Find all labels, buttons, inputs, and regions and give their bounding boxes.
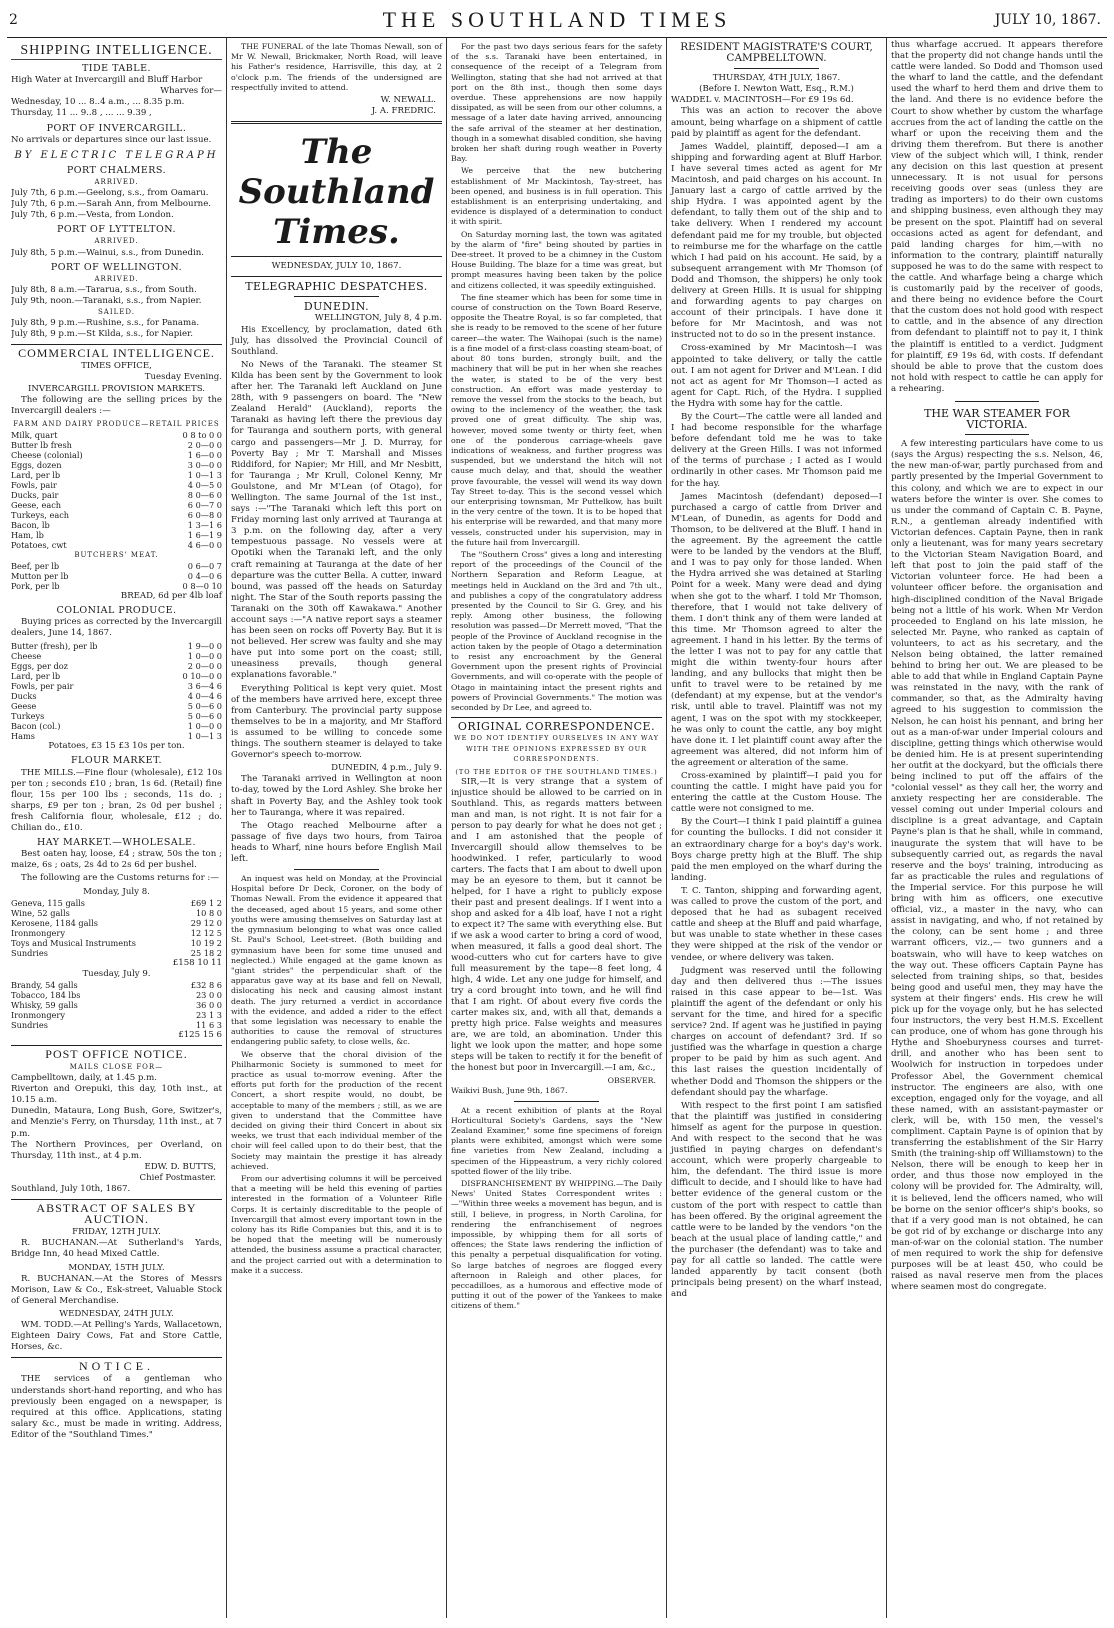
to-editor: (TO THE EDITOR OF THE SOUTHLAND TIMES.) xyxy=(455,768,658,777)
item-price: 12 12 5 xyxy=(190,927,222,938)
item-name: Butter (fresh), per lb xyxy=(11,641,98,652)
column-2 xyxy=(227,38,447,1618)
item-price: 1 6—0 0 xyxy=(187,449,222,460)
column-4 xyxy=(667,38,887,1618)
dateline: DUNEDIN, 4 p.m., July 9. xyxy=(331,763,442,774)
item-name: Potatoes, cwt xyxy=(11,539,67,550)
issue-date: JULY 10, 1867. xyxy=(994,12,1101,28)
price-row xyxy=(11,1000,222,1010)
dateline: WELLINGTON, July 8, 4 p.m. xyxy=(314,313,442,324)
court-heading: CAMPBELLTOWN. xyxy=(726,52,827,65)
letter-signature: OBSERVER. xyxy=(607,1076,656,1086)
auction-day: FRIDAY, 12TH JULY. xyxy=(72,1227,161,1238)
item-price: £69 1 2 xyxy=(190,897,222,908)
post-date: Southland, July 10th, 1867. xyxy=(11,1184,131,1194)
price-row xyxy=(11,440,222,450)
item-price: 29 12 0 xyxy=(190,917,222,928)
colonial-price-table xyxy=(11,641,222,741)
price-row xyxy=(11,490,222,500)
item-name: Wine, 52 galls xyxy=(11,907,70,918)
price-row xyxy=(11,500,222,510)
price-row xyxy=(11,948,222,958)
item-price: 0 10—0 0 xyxy=(182,671,222,682)
funeral-notice: THE FUNERAL of the late Thomas Newall, son of Mr W. Newall, Brickmaker, North Road, will leave his Father's residence, Harrisville, this day, at 2 o'clock p.m. The friends of the undersigned are respectfully invited to attend. xyxy=(231,42,442,92)
item-name: Lard, per lb xyxy=(11,671,61,682)
paper-title: The Southland Times. xyxy=(238,132,435,253)
item-price: 1 6—1 9 xyxy=(187,529,222,540)
meat-price-table xyxy=(11,561,222,591)
tide-line: Thursday, 11 ... 9..8 , ... ... 9.39 , xyxy=(11,108,152,119)
flour-heading: FLOUR MARKET. xyxy=(70,755,163,767)
customs-intro: The following are the Customs returns for :— xyxy=(21,873,219,884)
price-row xyxy=(11,691,222,701)
item-name: Pork, per lb xyxy=(11,581,60,591)
post-line: The Northern Provinces, per Overland, on Thursday, 11th inst., at 4 p.m. xyxy=(11,1139,222,1161)
price-row xyxy=(11,938,222,948)
ship-line: July 9th, noon.—Taranaki, s.s., from Napier. xyxy=(11,295,202,306)
divider xyxy=(231,121,442,124)
page-header xyxy=(7,3,1107,38)
article-paragraph: For the past two days serious fears for the safety of the s.s. Taranaki have been entertained, in consequence of the receipt of a Telegram from Wellington, stating that she had not arrived at that port on the 8th inst., though then some days overdue. These apprehensions are now happily dissipated, as will be seen from our other columns, a message of a later date having arrived, announcing the safe arrival of the steamer at her destination, though in a somewhat disabled condition, she having broken her shaft during rough weather in Poverty Bay. xyxy=(451,42,662,164)
war-steamer-heading: THE WAR STEAMER FOR xyxy=(924,407,1070,420)
notice-text: THE services of a gentleman who understands short-hand reporting, and who has previously been engaged on a newspaper, is required at this office. Applications, stating salary &c., must be made in writing. Address, Editor of the "Southland Times." xyxy=(11,1374,222,1440)
item-name: Sundries xyxy=(11,947,48,958)
ship-line: July 7th, 6 p.m.—Geelong, s.s., from Oamaru. xyxy=(11,188,209,199)
item-price: 10 8 0 xyxy=(195,907,222,918)
port-text: No arrivals or departures since our last issue. xyxy=(11,134,212,145)
customs-total: £158 10 11 xyxy=(172,957,222,968)
item-name: Ducks xyxy=(11,691,37,702)
article-paragraph: A few interesting particulars have come to us (says the Argus) respecting the s.s. Nelson, 46, the new man-of-war, partly purchased from and partly presented by the Imperial Government to this colony, and which we are to expect in our waters before the winter is over. She comes to us under the command of Captain C. B. Payne, R.N., a gentleman already indentified with Victorian defences. Captain Payne, then in rank only a lieutenant, was for many years secretary to the Victorian Steam Navigation Board, and left that post to join the paid staff of the Victorian volunteer force. He had been a volunteer officer before. the organisation and high-disciplined condition of the Naval Brigade being not a little of his work. When Mr Verdon proceeded to England on his late mission, he selected Mr. Payne, who ranked as captain of volunteers, to act as his secretary, and the Nelson being obtained, the latter remained behind to bring her out. We are pleased to be able to add that while in England Captain Payne was reinstated in the navy, with the rank of commander, so that, as the Admiralty having agreed to his suggestion to commission the Nelson, he can hoist his pennant, and bring her out as a man-of-war under Imperial colours and discipline, getting things which otherwise would be denied him. He is at present superintending her outfit at the dockyard, but the officials there being inclined to put off the affairs of the "colonial vessel" as they call her, the worry and anxiety respecting her are considerable. The vessel coming out under Imperial colours and discipline is a great advantage, and Captain Payne's plan is that he shall, while in command, inaugurate the system that will have to be subsequently carried out, as regards the naval reserve and the boys' training, introducing as far as practicable the rules and regulations of the Imperial service. For this purpose he will bring with him as officers, one executive official, viz., a master in the navy, who can assist in navigating, and who, if not retained by the colony, can be sent home ; and three warrant officers, viz.,— two gunners and a boatswain, who will have to keep watches on the way out. These officers Captain Payne has selected from training ships, so that, besides being good and useful men, they may have the system at their fingers' ends. His crew he will pick up for the voyage only, but he has selected four instructors, the very best H.M.S. Excellent can produce, one of whom has gone through his Hythe and Shoeburyness courses and turret-drill, and another who has been sent to Woolwich for instruction in torpedoes under Professor Abel, the Government chemical instructor. The engineers are also, with one exception, engaged only for the voyage, and all these named, with an assistant-paymaster or clerk, will be, with 150 men, the vessel's compliment. Captain Payne is of opinion that by transferring the establishment of the Sir Harry Smith (the training-ship off Williamstown) to the Nelson, there will be enough to keep her in order, and thus those now employed in the colony will be provided for. The Admiralty, will, it is believed, lend the officers named, who will be borne on the senior officer's ship's books, so that if a very good man is not obtained, he can be got rid of by exchange or discharge into any man-of-war on the colonial station. The number of men required to work the ship for defensive purposes will be at least 450, who could be raised as naval reserve men from the places where seamen most do congregate. xyxy=(891,439,1103,1293)
article-paragraph: An inquest was held on Monday, at the Provincial Hospital before Dr Deck, Coroner, on the body of Thomas Newall. From the evidence it appeared that the deceased, aged about 15 years, and some other youths were amusing themselves on Saturday last at the gymnasium belonging to what was once called St. Paul's School, Leet-street. (Both building and gymnasium have been for some time unused and neglected.) While engaged at the game known as "giant strides" the perpendicular shaft of the apparatus gave way at its base and fell on Newall, dislocating his neck and causing almost instant death. The jury returned a verdict in accordance with the evidence, and added a rider to the effect that some legislation was necessary to enable the authorities to cause the removal of structures endangering public safety, to close wells, &c. xyxy=(231,874,442,1047)
item-price: 23 1 3 xyxy=(195,1009,222,1020)
divider xyxy=(955,401,1040,402)
tide-line: High Water at Invercargill and Bluff Harbor xyxy=(11,75,203,86)
price-row xyxy=(11,450,222,460)
item-name: Milk, quart xyxy=(11,429,58,440)
price-row xyxy=(11,510,222,520)
auction-text: WM. TODD.—At Pelling's Yards, Wallacetown, Eighteen Dairy Cows, Fat and Store Cattle, Horses, &c. xyxy=(11,1320,222,1353)
telegraph-heading: BY ELECTRIC TELEGRAPH xyxy=(14,149,219,161)
article-paragraph: Everything Political is kept very quiet. Most of the members have arrived here, except three from Canterbury. The provincial party suppose themselves to be in a majority, and Mr Stafford is assumed to be willing to concede some things. The southern steamer is delayed to take Governor's speech to-morrow. xyxy=(231,683,442,761)
price-row xyxy=(11,540,222,550)
price-row xyxy=(11,1020,222,1030)
price-row xyxy=(11,990,222,1000)
item-price: £32 8 6 xyxy=(190,979,222,990)
item-price: 8 0—6 0 xyxy=(187,489,222,500)
price-row xyxy=(11,898,222,908)
item-name: Fowls, per pair xyxy=(11,681,74,692)
court-heading: RESIDENT MAGISTRATE'S COURT, xyxy=(680,41,873,53)
potatoes-line: Potatoes, £3 15 £3 10s per ton. xyxy=(48,741,185,752)
article-paragraph: We perceive that the new butchering establishment of Mr Mackintosh, Tay-street, has been opened, and business is in full operation. This establishment is an enterprising undertaking, and evidence is displayed of a determination to conduct it with spirit. xyxy=(451,166,662,227)
court-paragraph: With respect to the first point I am satisfied that the plaintiff was justified in considering himself as agent for the purpose in question. And with respect to the second that he was justified in paying charges on defendant's account, which were properly chargeable to him, the defendant. The third issue is more difficult to decide, and I should like to have had better evidence of the general custom or the custom of the port with respect to cattle than has been offered. By the original agreement the cattle were to be landed by the vendors "on the beach at the usual place of landing cattle," and the purchaser (the defendant) was to take and pay for all cattle so landed. The cattle were landed apparently by tacit consent (both principals being present) on the wharf instead, and xyxy=(671,1100,882,1300)
item-price: 6 0—8 0 xyxy=(187,509,222,520)
ship-line: July 8th, 9 p.m.—St Kilda, s.s., for Napier. xyxy=(11,329,194,340)
column-3 xyxy=(447,38,667,1618)
customs-day: Monday, July 8. xyxy=(83,886,150,897)
item-name: Ducks, pair xyxy=(11,489,59,500)
price-row xyxy=(11,581,222,591)
item-name: Butter lb fresh xyxy=(11,439,72,450)
item-price: 1 0—0 0 xyxy=(187,651,222,662)
item-name: Tobacco, 184 lbs xyxy=(11,989,81,1000)
markets-intro: The following are the selling prices by the Invercargill dealers :— xyxy=(11,394,222,416)
post-line: Dunedin, Mataura, Long Bush, Gore, Switzer's, and Menzie's Ferry, on Thursday, 11th inst., at 7 p.m. xyxy=(11,1106,222,1139)
article-paragraph: DISFRANCHISEMENT BY WHIPPING.—The Daily News' United States Correspondent writes :—"Within three weeks a movement has begun, and is still, I believe, in progress, in North Carolina, for rendering the enfranchisement of negroes impossible, by whipping them for all sorts of offences; the State laws rendering the infliction of this penalty a perpetual disqualification for voting. So large batches of negroes are flogged every afternoon in Raleigh and other places, for peccadilloes, as a humorous and effective mode of putting it out of the power of the Yankees to make citizens of them." xyxy=(451,1179,662,1311)
butchers-heading: BUTCHERS' MEAT. xyxy=(74,550,159,559)
auction-text: R. BUCHANAN.—At the Stores of Messrs Morison, Law & Co., Esk-street, Valuable Stock of General Merchandise. xyxy=(11,1273,222,1306)
price-row xyxy=(11,731,222,741)
item-name: Sundries xyxy=(11,1019,48,1030)
sailed-label: SAILED. xyxy=(98,307,135,316)
item-name: Lard, per lb xyxy=(11,469,61,480)
item-price: 1 0—0 0 xyxy=(187,721,222,732)
item-name: Turkeys, each xyxy=(11,509,70,520)
price-row xyxy=(11,1010,222,1020)
tide-title: TIDE TABLE. xyxy=(81,63,152,75)
price-row xyxy=(11,460,222,470)
item-price: 36 0 0 xyxy=(195,999,222,1010)
item-price: 4 6—0 0 xyxy=(187,539,222,550)
price-row xyxy=(11,520,222,530)
item-price: 3 0—0 0 xyxy=(187,459,222,470)
item-name: Brandy, 54 galls xyxy=(11,979,78,990)
price-row xyxy=(11,530,222,540)
court-paragraph: Judgment was reserved until the following day and then delivered thus :—The issues raised in this case appear to be—1st. Was plaintiff the agent of the defendant or only his servant for the time, and hired for a specific service? 2nd. If agent was he justified in paying charges on account of defendant? 3rd. If so justified was the wharfage in question a charge proper to be paid by him as such agent. And this last raises the question incidentally of whether Dodd and Thomson the shippers or the defendant should pay the wharfage. xyxy=(671,965,882,1098)
item-price: 0 8—0 10 xyxy=(182,581,222,591)
article-paragraph: The "Southern Cross" gives a long and interesting report of the proceedings of the Council of the Northern Separation and Reform League, at meetings held in Auckland on the 3rd and 7th ult., and publishes a copy of the congratulatory address presented by the Council to Sir G. Grey, and his reply. Among other business, the following resolution was passed—Dr Merrett moved, "That the people of the Province of Auckland recognise in the action taken by the people of Otago a determination to resist any encroachment by the General Government upon the present rights of Provincial Governments, and will co-operate with the people of Otago in maintaining intact the present rights and powers of Provincial Governments." The motion was seconded by Dr Lee, and agreed to. xyxy=(451,549,662,712)
item-price: 0 8 to 0 0 xyxy=(182,429,222,440)
item-price: 23 0 0 xyxy=(195,989,222,1000)
customs-day: Tuesday, July 9. xyxy=(82,968,151,979)
hay-text: Best oaten hay, loose, £4 ; straw, 50s the ton ; maize, 6s ; oats, 2s 4d to 2s 6d per bushel. xyxy=(11,849,222,871)
price-row xyxy=(11,430,222,440)
office-line: TIMES OFFICE, xyxy=(81,361,152,372)
item-name: Hams xyxy=(11,731,35,742)
item-price: 1 0—1 3 xyxy=(187,731,222,742)
item-name: Cheese (colonial) xyxy=(11,449,83,460)
letter-location: Waikivi Bush, June 9th, 1867. xyxy=(451,1086,568,1096)
court-paragraph: Cross-examined by plaintiff—I paid you for counting the cattle. I might have paid you for entering the cattle at the Custom House. The cattle were not consigned to me. xyxy=(671,771,882,815)
item-price: 1 9—0 0 xyxy=(187,641,222,652)
auction-text: R. BUCHANAN.—At Sutherland's Yards, Bridge Inn, 40 head Mixed Cattle. xyxy=(11,1238,222,1260)
court-before: (Before I. Newton Watt, Esq., R.M.) xyxy=(699,84,854,95)
funeral-signature: W. NEWALL. xyxy=(380,95,436,106)
divider xyxy=(734,68,818,69)
divider xyxy=(231,276,442,277)
customs-table-tuesday xyxy=(11,980,222,1030)
item-name: Bacon (col.) xyxy=(11,721,61,732)
item-price: 5 0—6 0 xyxy=(187,711,222,722)
funeral-signature: J. A. FREDRIC. xyxy=(371,106,436,117)
letter-body: SIR,—It is very strange that a system of injustice should be allowed to be carried on in Southland. This, as regards matters between man and man, is not right. It is not fair for a person to pay dearly for what he does not get ; and I am astonished that the people of Invercargill should allow themselves to be hoodwinked. I refer, particularly to wood carters. The facts that I am about to dwell upon may be an eyesore to them, but it cannot be helped, for I have a right to publicly expose their past and present dealings. If I went into a shop and asked for a 4lb loaf, have I not a right to expect it? The same with everything else. But if we ask a wood carter to bring a cord of wood, when measured, it falls a good deal short. The wood-cutters who cut for carters have to give full measurement by the tape—8 feet long, 4 high, 4 wide. Let any one judge for himself, and try a cord brought into town, and he will find that I am right. Of about every five cords the carter makes six, and, with all that, demands a pretty high price. False weights and measures are, we are told, an abomination. Under this light we look upon the matter, and hope some steps will be taken to rectify it for the benefit of the honest but poor in Invercargill.—I am, &c., xyxy=(451,777,662,1074)
disclaimer: WE DO NOT IDENTIFY OURSELVES IN ANY WAY WITH THE OPINIONS EXPRESSED BY OUR CORRESPONDENTS. xyxy=(453,734,660,763)
colonial-heading: COLONIAL PRODUCE. xyxy=(56,605,177,617)
court-paragraph: T. C. Tanton, shipping and forwarding agent, was called to prove the custom of the port, and deposed that he had as subagent received cattle and sheep at the Bluff and paid wharfage, but was unable to state whether in these cases they were shipped at the risk of the vendor or vendee, or where delivery was taken. xyxy=(671,885,882,963)
post-line: Riverton and Orepuki, this day, 10th inst., at 10.15 a.m. xyxy=(11,1084,222,1106)
item-price: 6 0—7 0 xyxy=(187,499,222,510)
correspondence-heading: ORIGINAL CORRESPONDENCE. xyxy=(457,720,656,734)
article-paragraph: No News of the Taranaki. The steamer St Kilda has been sent by the Government to look after her. The Taranaki left Auckland on June 28th, with 9 passengers on board. The "New Zealand Herald" (Auckland), reports the Taranaki as having left there the previous day for Tauranga and southern ports, with general cargo and passengers—Mr J. D. Murray, for Poverty Bay ; Mr T. Marshall and Misses Riddiford, for Napier; Mr Hill, and Mr Nesbitt, for Tauranga ; Mr Krull, Colonel Kenny, Mr Goulstone, and Mr M'Lean (of Otago), for Wellington. The same Journal of the 1st inst., says :—"The Taranaki which left this port on Friday morning last only arrived at Tauranga at 3 p.m. on the following day, after a very tempestuous passage. No vessels were at Opotiki when the Taranaki left, and the only craft remaining at Tauranga at the date of her departure was the cutter Bella. A cutter, inward bound, was passed off the heads on Saturday night. The Star of the South reports passing the Taranaki on the 30th off Kawakawa." Another account says :—"A native report says a steamer has been seen on rocks off Poverty Bay. But it is not believed. Her screw was faulty and she may have put into some port on the coast; still, uneasiness prevails, though general explanations favorable." xyxy=(231,359,442,681)
port-heading: PORT OF LYTTELTON. xyxy=(56,224,177,236)
price-row xyxy=(11,561,222,571)
item-price: 25 18 2 xyxy=(190,947,222,958)
colonial-intro: Buying prices as corrected by the Invercargill dealers, June 14, 1867. xyxy=(11,617,222,639)
item-price: 0 4—0 6 xyxy=(187,571,222,581)
port-heading: PORT CHALMERS. xyxy=(66,164,167,176)
price-row xyxy=(11,928,222,938)
item-price: 2 0—0 0 xyxy=(187,439,222,450)
item-price: 10 19 2 xyxy=(190,937,222,948)
item-name: Turkeys xyxy=(11,711,45,722)
item-price: 0 6—0 7 xyxy=(187,561,222,571)
court-paragraph: Cross-examined by Mr Macintosh—I was appointed to take delivery, or tally the cattle out. I am not agent for Driver and M'Lean. I did not act as agent for Mr Thomson—I acted as agent for Capt. Rich, of the Hydra. I supplied the Hydra with some hay for the cattle. xyxy=(671,343,882,409)
customs-total: £125 15 6 xyxy=(178,1029,222,1040)
price-row xyxy=(11,480,222,490)
tide-line: Wharves for— xyxy=(160,86,222,97)
article-paragraph: The Otago reached Melbourne after a passage of five days two hours, from Tairoa heads to Wharf, nine hours before English Mail left. xyxy=(231,820,442,864)
item-price: 2 0—0 0 xyxy=(187,661,222,672)
port-heading: PORT OF WELLINGTON. xyxy=(50,261,183,273)
price-row xyxy=(11,908,222,918)
article-paragraph: The Taranaki arrived in Wellington at noon to-day, towed by the Lord Ashley. She broke her shaft in Poverty Bay, and the Ashley took took her to Tauranga, where it was repaired. xyxy=(231,774,442,818)
page-number: 2 xyxy=(9,12,18,28)
item-name: Eggs, per doz xyxy=(11,661,68,672)
item-price: 5 0—6 0 xyxy=(187,701,222,712)
notice-heading: NOTICE. xyxy=(11,1357,222,1372)
item-name: Toys and Musical Instruments xyxy=(11,937,136,948)
item-price: 11 6 3 xyxy=(195,1019,222,1030)
article-paragraph: At a recent exhibition of plants at the Royal Horticultural Society's Gardens, says the "New Zealand Examiner," some fine specimens of foreign plants were exhibited, amongst which were some fine varieties from New Zealand, including a specimen of the Hippeastrum, a very richly colored spotted flower of the lily tribe. xyxy=(451,1105,662,1176)
price-row xyxy=(11,671,222,681)
markets-heading: INVERCARGILL PROVISION MARKETS. xyxy=(27,383,206,394)
price-row xyxy=(11,571,222,581)
divider xyxy=(294,869,378,870)
mails-label: MAILS CLOSE FOR— xyxy=(69,1062,164,1071)
newspaper-page xyxy=(7,3,1107,1623)
port-heading: PORT OF INVERCARGILL. xyxy=(46,122,187,134)
paper-date: WEDNESDAY, JULY 10, 1867. xyxy=(271,261,402,272)
auction-heading: ABSTRACT OF SALES BY AUCTION. xyxy=(11,1199,222,1225)
ship-line: July 8th, 8 a.m.—Tararua, s.s., from South. xyxy=(11,284,197,295)
farm-price-table xyxy=(11,430,222,550)
column-5 xyxy=(887,38,1107,1618)
post-signature-title: Chief Postmaster. xyxy=(139,1172,216,1183)
telegraph-heading: TELEGRAPHIC DESPATCHES. xyxy=(245,280,428,294)
post-heading: POST OFFICE NOTICE. xyxy=(11,1045,222,1060)
item-name: Kerosene, 1184 galls xyxy=(11,917,98,928)
divider xyxy=(965,434,1029,435)
article-paragraph: His Excellency, by proclamation, dated 6th July, has dissolved the Provincial Council of Southland. xyxy=(231,324,442,357)
case-title: WADDEL v. MACINTOSH—For £9 19s 6d. xyxy=(671,95,854,106)
price-row xyxy=(11,711,222,721)
divider xyxy=(294,296,378,297)
column-1 xyxy=(7,38,227,1618)
shipping-heading: SHIPPING INTELLIGENCE. xyxy=(11,42,222,60)
court-paragraph: By the Court—I think I paid plaintiff a guinea for counting the bullocks. I did not consider it an extraordinary charge for a boy's day's work. Boys charge pretty high at the Bluff. The ship paid the men employed on the wharf during the landing. xyxy=(671,817,882,883)
item-price: 1 0—1 3 xyxy=(187,469,222,480)
ship-line: July 8th, 5 p.m.—Wainui, s.s., from Dunedin. xyxy=(11,247,205,258)
hay-heading: HAY MARKET.—WHOLESALE. xyxy=(37,837,196,849)
price-row xyxy=(11,651,222,661)
item-price: 1 3—1 6 xyxy=(187,519,222,530)
price-row xyxy=(11,701,222,711)
article-paragraph: From our advertising columns it will be perceived that a meeting will be held this evening of parties interested in the formation of a Volunteer Rifle Corps. It is certainly discreditable to the people of Invercargill that almost every important town in the colony has its Rifle Companies but this, and it is to be hoped that the meeting will be numerously attended, the business assume a practical character, and the project carried out with a determination to make it a success. xyxy=(231,1173,442,1275)
item-name: Eggs, dozen xyxy=(11,459,62,470)
item-name: Fowls, pair xyxy=(11,479,57,490)
court-paragraph: This was an action to recover the above amount, being wharfage on a shipment of cattle paid by plaintiff as agent for the defendant. xyxy=(671,106,882,139)
auction-day: MONDAY, 15TH JULY. xyxy=(68,1262,165,1273)
arrived-label: ARRIVED. xyxy=(94,177,139,186)
divider xyxy=(451,717,662,718)
article-paragraph: We observe that the choral division of the Philharmonic Society is summoned to meet for practice as usual to-morrow evening. After the efforts put forth for the production of the recent Concert, a short respite would, no doubt, be acceptable to many of the members ; still, as we are given to understand that the Committee have decided on giving their third Concert in about six weeks, we trust that each individual member of the choir will feel called upon to do their best, that the Society may maintain the prestige it has already achieved. xyxy=(231,1049,442,1171)
price-row xyxy=(11,918,222,928)
price-row xyxy=(11,661,222,671)
divider xyxy=(514,1101,598,1102)
court-paragraph: James Macintosh (defendant) deposed—I purchased a cargo of cattle from Driver and M'Lean, of Dunedin, as agents for Dodd and Thomson, to be delivered at the Bluff. I hand in the agreement. By the agreement the cattle were to be landed by the vendors at the Bluff, and I was to pay only for those landed. When the Hydra arrived she was detained at Starling Point for a week. Many were dead and dying when she got to the wharf. I told Mr Thomson, therefore, that I would not take delivery of them. I don't think any of them were landed at this time. Mr Thomson agreed to alter the agreement. I hand in his letter. By the terms of the letter I was not to pay for any cattle that might die within twenty-four hours after landing, and any bullocks that might then be unfit to travel were to be retained by me (defendant) at my expense, but at the vendor's risk, until able to travel. Plaintiff was not my agent, I was on the spot with my stockkeeper, he was only to count the cattle, any boy might have done it. I let plaintiff count away after the agreement was altered, did not inform him of the agreement or alteration of the same. xyxy=(671,491,882,768)
item-price: 3 6—4 6 xyxy=(187,681,222,692)
article-paragraph: The fine steamer which has been for some time in course of construction on the Town Board Reserve, opposite the Theatre Royal, is so far completed, that she is ready to be removed to the scene of her future career—the water. The Waihopai (such is the name) is a fine model of a first-class coasting steam-boat, of about 80 tons burden, strongly built, and the machinery that will be put in her when she reaches the water, is stated to be of the very best construction. An effort was made yesterday to remove the vessel from the stocks to the beach, but owing to the inclemency of the weather, the task proved one of great difficulty. The ship was, however, moved some twenty or thirty feet, when one of the ponderous carriage-wheels gave indications of weakness, and further progress was suspended, but we understand the hitch will not cause much delay, and that, should the weather prove favourable, the vessel will wend its way down Tay Street to-day. This is the second vessel which our enterprising townsman, Mr Puttelkow, has built in the very centre of the town. It is to be hoped that his enterprise will be rewarded, and that many more vessels, constructed under his supervision, may in the future hail from Invercargill. xyxy=(451,292,662,547)
item-name: Beef, per lb xyxy=(11,561,60,571)
dunedin-heading: DUNEDIN. xyxy=(303,300,370,314)
office-line: Tuesday Evening. xyxy=(144,372,222,383)
court-paragraph: James Waddel, plaintiff, deposed—I am a shipping and forwarding agent at Bluff Harbor. I have several times acted as agent for Mr Macintosh, and paid charges on his account. In January last a cargo of cattle arrived by the ship Hydra. I was appointed agent by the defendant, to tally them out of the ship and to take delivery. When I rendered my account defendant paid me for my trouble, but objected to reimburse me for the wharfage on the cattle which I had paid on his account. He said, by a subsequent arrangement with Mr Thomson (of Dodd and Thomson, the shippers) he only took delivery at Green Hills. It is usual for shipping and forwarding agents to pay charges on account of their principals. I have done it before for Mr Macintosh, and was not instructed not to do so in the present instance. xyxy=(671,141,882,341)
item-name: Cheese xyxy=(11,651,42,662)
item-name: Ham, lb xyxy=(11,529,44,540)
bread-line: BREAD, 6d per 4lb loaf xyxy=(120,591,222,601)
price-row xyxy=(11,470,222,480)
customs-table-monday xyxy=(11,898,222,958)
item-price: 4 0—5 0 xyxy=(187,479,222,490)
item-name: Bacon, lb xyxy=(11,519,50,530)
ship-line: July 7th, 6 p.m.—Sarah Ann, from Melbourne. xyxy=(11,199,212,210)
price-row xyxy=(11,721,222,731)
item-name: Whisky, 59 galls xyxy=(11,999,78,1010)
arrived-label: ARRIVED. xyxy=(94,237,139,246)
item-name: Geese, each xyxy=(11,499,62,510)
post-signature: EDW. D. BUTTS, xyxy=(144,1161,216,1172)
commercial-heading: COMMERCIAL INTELLIGENCE. xyxy=(11,344,222,359)
item-name: Geneva, 115 galls xyxy=(11,897,86,908)
item-name: Ironmongery xyxy=(11,927,65,938)
arrived-label: ARRIVED. xyxy=(94,274,139,283)
item-price: 4 0—4 6 xyxy=(187,691,222,702)
court-date: THURSDAY, 4TH JULY, 1867. xyxy=(712,73,841,84)
item-name: Mutton per lb xyxy=(11,571,69,581)
article-paragraph: On Saturday morning last, the town was agitated by the alarm of "fire" being shouted by parties in Dee-street. It proved to be a chimney in the Custom House Building. The blaze for a time was great, but prompt measures having been taken by the police and citizens collected, it was speedily extinguished. xyxy=(451,229,662,290)
auction-day: WEDNESDAY, 24TH JULY. xyxy=(59,1308,174,1319)
war-steamer-heading: VICTORIA. xyxy=(966,418,1028,432)
divider xyxy=(231,256,442,257)
price-row xyxy=(11,641,222,651)
price-row xyxy=(11,980,222,990)
ship-line: July 8th, 9 p.m.—Rushine, s.s., for Panama. xyxy=(11,318,200,329)
farm-heading: FARM AND DAIRY PRODUCE—RETAIL PRICES xyxy=(13,419,220,428)
tide-line: Wednesday, 10 ... 8..4 a.m., ... 8.35 p.m. xyxy=(11,97,185,108)
post-line: Campbelltown, daily, at 1.45 p.m. xyxy=(11,1073,158,1084)
court-paragraph: thus wharfage accrued. It appears therefore that the property did not change hands until the cattle were landed. So Dodd and Thomson used the wharf to land the cattle, and the defendant used the wharf to herd them and drive them to the land. And there is no evidence before the Court to show whether by custom the wharfage accrues from the act of landing the cattle on the wharf or upon the receiving them and the driving them therefrom. But there is another view of the subject which will, I think, render any decision on this last question at present unnecessary. It is not usual for persons receiving goods over seas (unless they are trading as importers) to do their own customs and shipping business, even although they may be present on the spot. Plaintiff had on several occasions acted as agent for defendant, and paid landing charges for him,—with no information to the contrary, plaintiff naturally supposed he was to do the same with respect to the cattle. And wharfage being a charge which is customarily paid by the receiver of goods, and there being no evidence before the Court that the custom does not hold good with respect to cattle, and in the absence of any direction from defendant to plaintiff not to pay it, I think the plaintiff is entitled to a verdict. Judgment for plaintiff, £9 19s 6d, with costs. If defendant should be able to prove that the custom does not hold with respect to cattle he can apply for a rehearing. xyxy=(891,40,1103,394)
price-row xyxy=(11,681,222,691)
item-name: Geese xyxy=(11,701,37,712)
item-name: Ironmongery xyxy=(11,1009,65,1020)
masthead: THE SOUTHLAND TIMES xyxy=(382,7,732,32)
ship-line: July 7th, 6 p.m.—Vesta, from London. xyxy=(11,210,174,221)
flour-text: THE MILLS.—Fine flour (wholesale), £12 10s per ton ; seconds £10 ; bran, 1s 6d. (Retail) fine flour, 15s per 100 lbs ; seconds, 11s do. ; sharps, £9 per ton ; bran, 2s 0d per bushel ; fresh California flour, wholesale, £12 ; do. Chilian do., £10. xyxy=(11,767,222,834)
court-paragraph: By the Court—The cattle were all landed and I had become responsible for the wharfage before defendant told me he was to take delivery at the Green Hills. I was not informed of the terms of purchase ; I acted as I would ordinarily in other cases. Mr Thomson paid me for the hay. xyxy=(671,412,882,489)
